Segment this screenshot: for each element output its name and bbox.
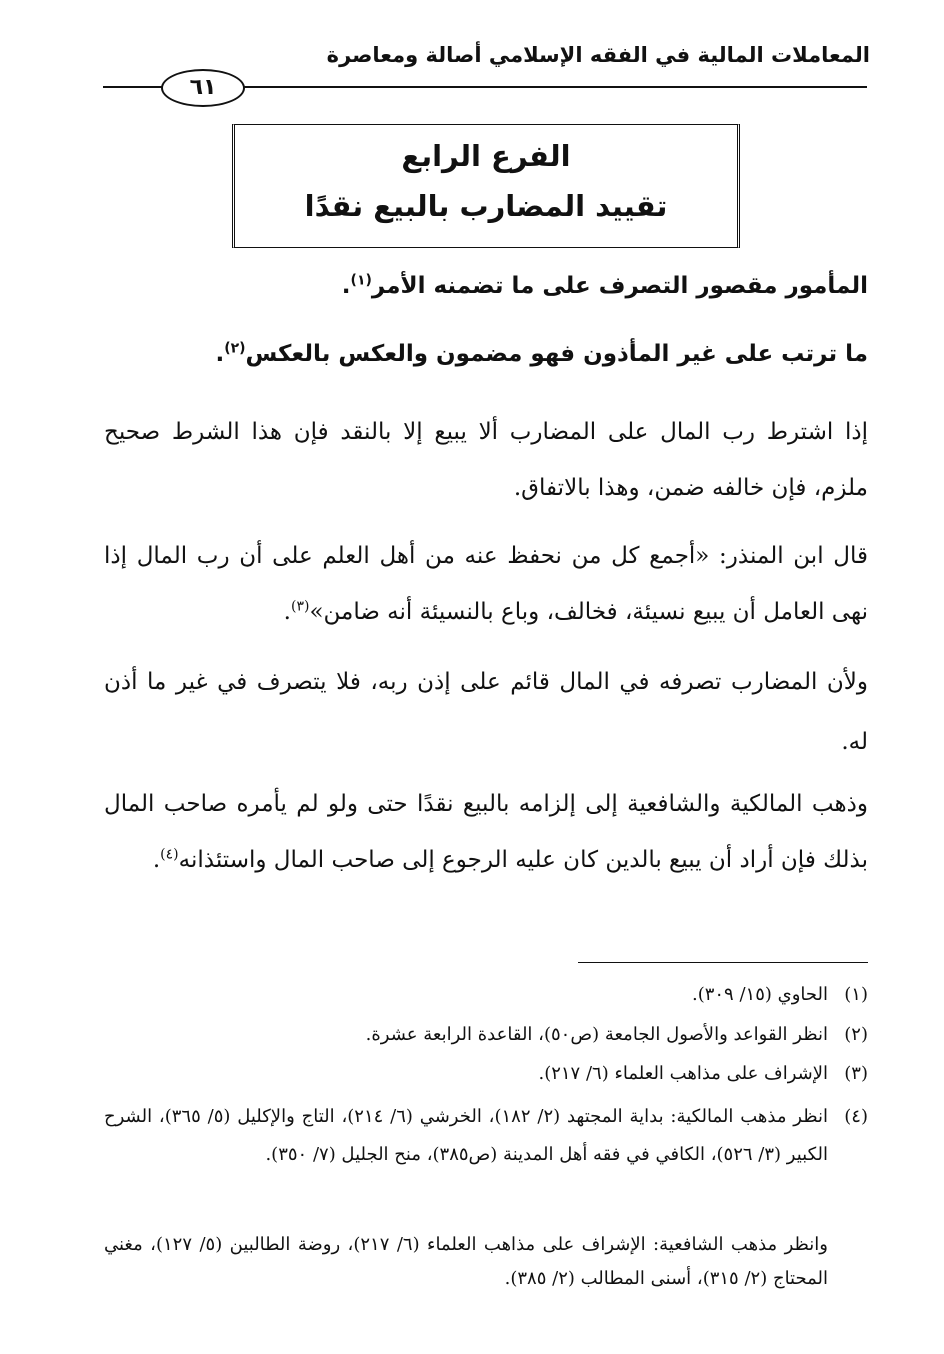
footnote-4-number: (٤) xyxy=(844,1106,868,1127)
footnote-separator xyxy=(578,962,868,963)
footnote-ref-3: (٣) xyxy=(290,598,310,615)
paragraph-2-end: . xyxy=(283,599,291,625)
section-title-line1: الفرع الرابع xyxy=(401,139,571,173)
paragraph-2 xyxy=(104,528,868,640)
footnote-3-number: (٣) xyxy=(844,1063,868,1084)
rule-1-text: المأمور مقصور التصرف على ما تضمنه الأمر xyxy=(371,273,868,299)
footnote-ref-1: (١) xyxy=(350,272,372,289)
footnote-4-continuation: وانظر مذهب الشافعية: الإشراف على مذاهب العلماء (٦/ ٢١٧)، روضة الطالبين (٥/ ١٢٧)، مغني المحتاج (٢/ ٣١٥)، أسنى المطالب (٢/ ٣٨٥). xyxy=(104,1234,828,1289)
paragraph-3: ولأن المضارب تصرفه في المال قائم على إذن ربه، فلا يتصرف في غير ما أذن له. xyxy=(104,669,868,755)
footnote-2 xyxy=(104,1020,868,1050)
footnote-3 xyxy=(104,1059,868,1089)
rule-2 xyxy=(104,334,868,374)
rule-1-end: . xyxy=(341,273,351,299)
footnote-4 xyxy=(104,1098,868,1174)
paragraph-4 xyxy=(104,776,868,888)
footnote-1-text: الحاوي (١٥/ ٣٠٩). xyxy=(691,984,828,1005)
footnote-2-text: انظر القواعد والأصول الجامعة (ص٥٠)، القاعدة الرابعة عشرة. xyxy=(365,1024,828,1045)
rule-2-text: ما ترتب على غير المأذون فهو مضمون والعكس بالعكس xyxy=(245,341,868,367)
footnote-2-number: (٢) xyxy=(844,1024,868,1045)
rule-2-end: . xyxy=(215,341,225,367)
running-header-title: المعاملات المالية في الفقه الإسلامي أصالة ومعاصرة xyxy=(326,43,870,67)
paragraph-2-text: قال ابن المنذر: «أجمع كل من نحفظ عنه من أهل العلم على أن رب المال إذا نهى العامل أن يبيع نسيئة، فخالف، وباع بالنسيئة أنه ضامن» xyxy=(104,543,868,625)
footnote-4-text: انظر مذهب المالكية: بداية المجتهد (٢/ ١٨٢)، الخرشي (٦/ ٢١٤)، التاج والإكليل (٥/ ٣٦٥)، الشرح الكبير (٣/ ٥٢٦)، الكافي في فقه أهل المدينة (ص٣٨٥)، منح الجليل (٧/ ٣٥٠). xyxy=(104,1106,829,1165)
section-title-line2: تقييد المضارب بالبيع نقدًا xyxy=(304,189,668,223)
footnote-ref-4: (٤) xyxy=(160,846,179,863)
footnote-1-number: (١) xyxy=(844,984,868,1005)
section-title-frame xyxy=(232,124,740,248)
paragraph-4-text: وذهب المالكية والشافعية إلى إلزامه بالبيع نقدًا حتى ولو لم يأمره صاحب المال بذلك فإن أراد أن يبيع بالدين كان عليه الرجوع إلى صاحب المال واستئذانه xyxy=(104,791,868,873)
footnote-3-text: الإشراف على مذاهب العلماء (٦/ ٢١٧). xyxy=(538,1063,828,1084)
rule-1 xyxy=(104,266,868,306)
footnote-ref-2: (٢) xyxy=(224,340,246,357)
footnote-1 xyxy=(104,980,868,1010)
paragraph-1: إذا اشترط رب المال على المضارب ألا يبيع إلا بالنقد فإن هذا الشرط صحيح ملزم، فإن خالفه ضمن، وهذا بالاتفاق. xyxy=(104,419,868,501)
paragraph-4-end: . xyxy=(152,847,161,873)
page-number: ٦١ xyxy=(161,69,245,107)
